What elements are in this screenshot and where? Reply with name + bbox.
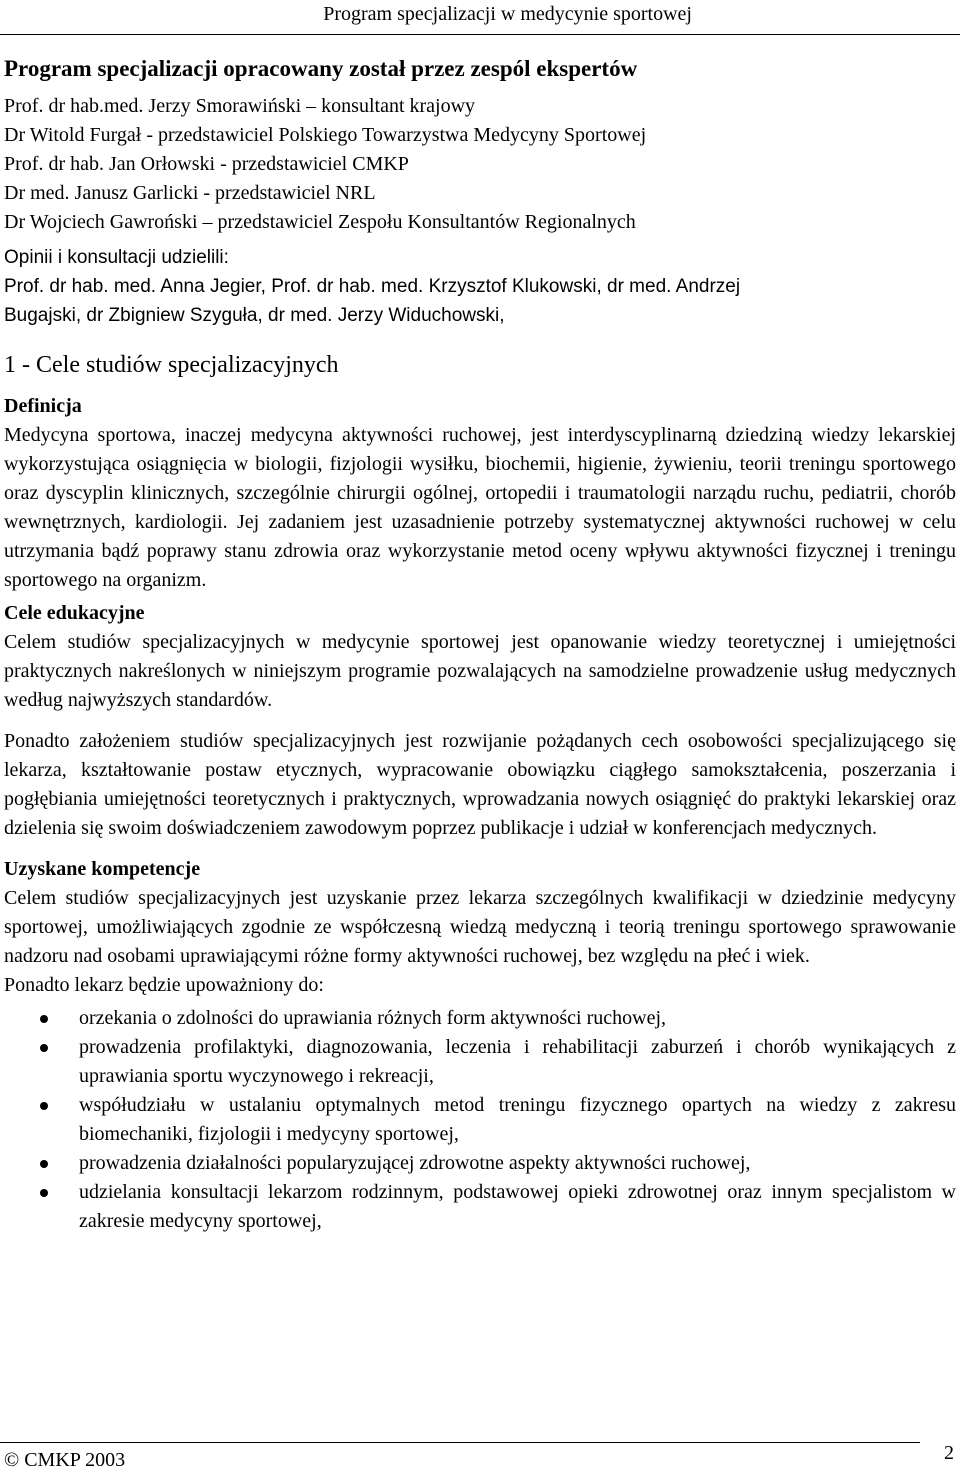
list-item-text: prowadzenia profilaktyki, diagnozowania, leczenia i rehabilitacji zaburzeń i chorób wynikających z uprawiania sportu wyczynowego i rekreacji,: [79, 1036, 956, 1087]
list-item: [4, 1004, 956, 1033]
list-item: [4, 1149, 956, 1178]
header-divider: [0, 34, 960, 35]
definition-heading: Definicja: [4, 395, 82, 417]
list-item-text: współudziału w ustalaniu optymalnych metod treningu fizycznego opartych na wiedzy z zakresu biomechaniki, fizjologii i medycyny sportowej,: [79, 1094, 956, 1145]
running-header: Program specjalizacji w medycynie sportowej: [323, 3, 692, 25]
competences-heading: Uzyskane kompetencje: [4, 858, 201, 880]
section-title: 1 - Cele studiów specjalizacyjnych: [4, 352, 339, 378]
list-item: [4, 1091, 956, 1149]
list-item-text: prowadzenia działalności popularyzującej zdrowotne aspekty aktywności ruchowej,: [79, 1152, 751, 1174]
author-line: Dr Witold Furgał - przedstawiciel Polskiego Towarzystwa Medycyny Sportowej: [4, 124, 647, 146]
bullet-icon: [40, 1102, 48, 1110]
consultants-names: Prof. dr hab. med. Anna Jegier, Prof. dr hab. med. Krzysztof Klukowski, dr med. Andrzej Bugajski, dr Zbigniew Szyguła, dr med. Jerzy Widuchowski,: [4, 276, 741, 326]
author-line: Prof. dr hab. Jan Orłowski - przedstawiciel CMKP: [4, 153, 409, 175]
bullet-icon: [40, 1044, 48, 1052]
definition-paragraph: Medycyna sportowa, inaczej medycyna aktywności ruchowej, jest interdyscyplinarną dziedziną wiedzy lekarskiej wykorzystująca osiągnięcia w biologii, fizjologii wysiłku, biochemii, higienie, żywieniu, teorii treningu sportowego oraz dyscyplin klinicznych, szczególnie chirurgii ogólnej, ortopedii i traumatologii narządu ruchu, pediatrii, chorób wewnętrznych, kardiologii. Jej zadaniem jest uzasadnienie potrzeby systematycznej aktywności ruchowej w celu utrzymania bądź poprawy stanu zdrowia oraz wykorzystanie metod oceny wpływu aktywności fizycznej i treningu sportowego na organizm.: [4, 424, 956, 591]
goals-paragraph-2: Ponadto założeniem studiów specjalizacyjnych jest rozwijanie pożądanych cech osobowości specjalizującego się lekarza, kształtowanie postaw etycznych, wypracowanie obowiązku ciągłego samokształcenia, poszerzania i pogłębiania umiejętności teoretycznych i praktycznych, wprowadzania nowych osiągnięć do praktyki lekarskiej oraz dzielenia się swoim doświadczeniem zawodowym poprzez publikacje i udział w konferencjach medycznych.: [4, 730, 956, 839]
consultants-label: Opinii i konsultacji udzielili:: [4, 247, 229, 268]
bullet-icon: [40, 1189, 48, 1197]
bullet-icon: [40, 1015, 48, 1023]
authorized-intro: Ponadto lekarz będzie upoważniony do:: [4, 974, 324, 996]
author-line: Prof. dr hab.med. Jerzy Smorawiński – konsultant krajowy: [4, 95, 476, 117]
authorized-list: [4, 1004, 956, 1236]
goals-paragraph: Celem studiów specjalizacyjnych w medycynie sportowej jest opanowanie wiedzy teoretycznej i umiejętności praktycznych nakreślonych w niniejszym programie pozwalających na samodzielne prowadzenie usług medycznych według najwyższych standardów.: [4, 631, 956, 711]
authors-heading: Program specjalizacji opracowany został przez zespól ekspertów: [4, 56, 638, 81]
footer-divider: [0, 1442, 920, 1443]
author-line: Dr Wojciech Gawroński – przedstawiciel Zespołu Konsultantów Regionalnych: [4, 211, 636, 233]
list-item-text: udzielania konsultacji lekarzom rodzinnym, podstawowej opieki zdrowotnej oraz innym specjalistom w zakresie medycyny sportowej,: [79, 1181, 956, 1232]
list-item: [4, 1178, 956, 1236]
list-item-text: orzekania o zdolności do uprawiania różnych form aktywności ruchowej,: [79, 1007, 667, 1029]
footer-copyright: © CMKP 2003: [4, 1449, 126, 1471]
page-number: 2: [944, 1442, 954, 1464]
competences-paragraph: Celem studiów specjalizacyjnych jest uzyskanie przez lekarza szczególnych kwalifikacji w dziedzinie medycyny sportowej, umożliwiających zgodnie ze współczesną wiedzą medyczną i teorią treningu sportowego sprawowanie nadzoru nad osobami uprawiającymi różne formy aktywności ruchowej, bez względu na płeć i wiek.: [4, 887, 956, 967]
list-item: [4, 1033, 956, 1091]
document-body: [4, 52, 956, 1236]
consultants-list: [4, 272, 804, 330]
bullet-icon: [40, 1160, 48, 1168]
author-line: Dr med. Janusz Garlicki - przedstawiciel NRL: [4, 182, 376, 204]
goals-heading: Cele edukacyjne: [4, 602, 145, 624]
